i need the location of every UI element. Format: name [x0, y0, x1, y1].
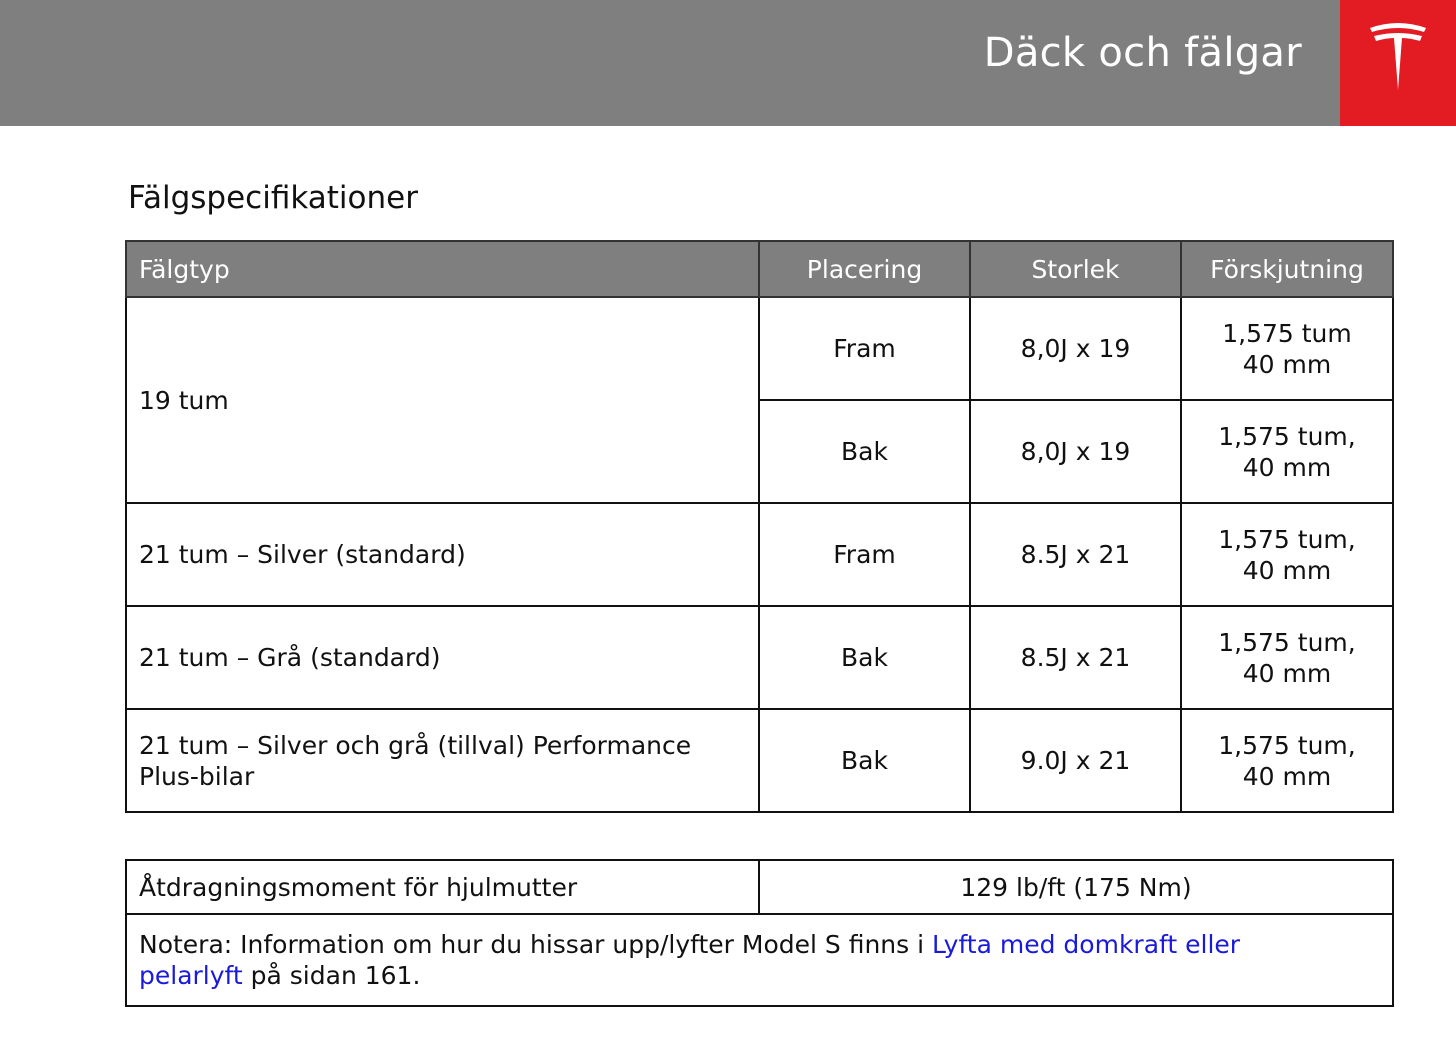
size-cell: 8,0J x 19 — [970, 297, 1181, 400]
offset-line1: 1,575 tum, — [1218, 627, 1356, 657]
rim-type-cell: 21 tum – Grå (standard) — [126, 606, 759, 709]
rim-type-line1: 21 tum – Silver och grå (tillval) Performance — [139, 730, 692, 760]
lift-link-continued[interactable]: pelarlyft — [139, 961, 243, 990]
placement-cell: Bak — [759, 400, 970, 503]
header-rim-type: Fälgtyp — [126, 241, 759, 297]
placement-cell: Fram — [759, 297, 970, 400]
offset-line1: 1,575 tum, — [1218, 524, 1356, 554]
note-row — [126, 914, 1393, 1006]
lift-link[interactable]: Lyfta med domkraft eller — [932, 930, 1241, 959]
note-prefix: Notera: Information om hur du hissar upp/lyfter Model S finns i — [139, 930, 933, 959]
rim-type-cell: 19 tum — [126, 297, 759, 503]
rim-spec-table — [125, 240, 1394, 813]
offset-cell — [1181, 606, 1393, 709]
rim-type-cell — [126, 709, 759, 812]
offset-cell — [1181, 297, 1393, 400]
table-row — [126, 606, 1393, 709]
size-cell: 8.5J x 21 — [970, 606, 1181, 709]
size-cell: 8,0J x 19 — [970, 400, 1181, 503]
torque-label: Åtdragningsmoment för hjulmutter — [126, 860, 759, 914]
section-title: Fälgspecifikationer — [128, 180, 418, 216]
table-header-row — [126, 241, 1393, 297]
offset-line2: 40 mm — [1242, 555, 1332, 585]
table-row — [126, 709, 1393, 812]
placement-cell: Bak — [759, 709, 970, 812]
note-text — [126, 914, 1393, 1006]
size-cell: 9.0J x 21 — [970, 709, 1181, 812]
size-cell: 8.5J x 21 — [970, 503, 1181, 606]
page-title: Däck och fälgar — [983, 30, 1302, 76]
placement-cell: Bak — [759, 606, 970, 709]
offset-line1: 1,575 tum, — [1218, 730, 1356, 760]
note-suffix: på sidan 161. — [242, 961, 421, 990]
tesla-logo-icon — [1368, 20, 1428, 96]
header-banner — [0, 0, 1340, 126]
rim-type-cell: 21 tum – Silver (standard) — [126, 503, 759, 606]
table-row — [126, 503, 1393, 606]
header-placement: Placering — [759, 241, 970, 297]
offset-cell — [1181, 709, 1393, 812]
offset-line2: 40 mm — [1242, 452, 1332, 482]
logo-box — [1340, 0, 1456, 126]
placement-cell: Fram — [759, 503, 970, 606]
offset-line1: 1,575 tum, — [1218, 421, 1356, 451]
offset-line2: 40 mm — [1242, 761, 1332, 791]
offset-line2: 40 mm — [1242, 658, 1332, 688]
torque-value: 129 lb/ft (175 Nm) — [759, 860, 1393, 914]
header-size: Storlek — [970, 241, 1181, 297]
header-offset: Förskjutning — [1181, 241, 1393, 297]
offset-cell — [1181, 400, 1393, 503]
offset-cell — [1181, 503, 1393, 606]
rim-type-line2: Plus-bilar — [139, 761, 255, 791]
torque-row — [126, 860, 1393, 914]
offset-line2: 40 mm — [1242, 349, 1332, 379]
table-row — [126, 297, 1393, 400]
torque-info-table — [125, 859, 1394, 1007]
offset-line1: 1,575 tum — [1222, 318, 1352, 348]
